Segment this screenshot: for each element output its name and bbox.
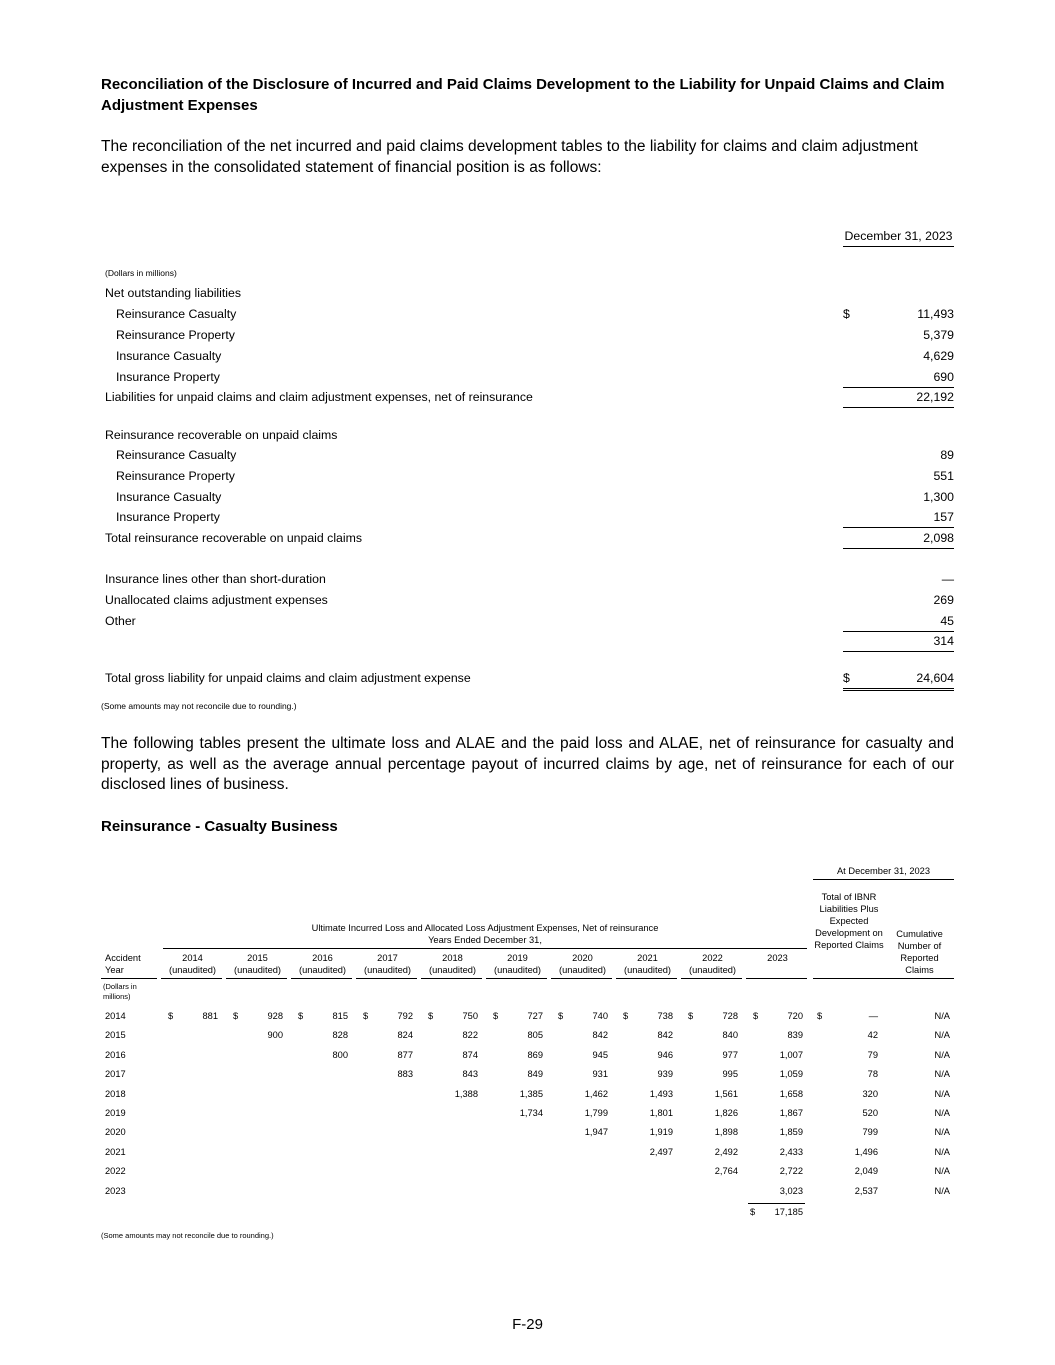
page-number: F-29 bbox=[512, 1316, 543, 1333]
recon-row-label: Insurance Casualty bbox=[116, 349, 222, 363]
incurred-value: 738 bbox=[657, 1011, 673, 1021]
incurred-value: 1,658 bbox=[779, 1088, 803, 1099]
incurred-value: 2,497 bbox=[649, 1146, 673, 1157]
claims-row bbox=[101, 1065, 954, 1085]
accident-year: 2020 bbox=[105, 1127, 126, 1138]
claims-count: N/A bbox=[934, 1011, 950, 1021]
incurred-value: 828 bbox=[332, 1030, 348, 1041]
recon-row bbox=[105, 631, 954, 651]
currency-symbol: $ bbox=[233, 1011, 239, 1021]
incurred-value: 1,799 bbox=[584, 1108, 608, 1118]
recon-row bbox=[105, 487, 954, 507]
year-header-sub: (unaudited) bbox=[428, 965, 477, 975]
total-value: 17,185 bbox=[774, 1207, 803, 1217]
incurred-value: 939 bbox=[657, 1069, 673, 1080]
recon-row bbox=[105, 590, 954, 610]
recon-row-value: 690 bbox=[843, 367, 954, 388]
year-header bbox=[683, 952, 742, 976]
claims-count: N/A bbox=[934, 1088, 950, 1099]
casualty-title: Reinsurance - Casualty Business bbox=[101, 818, 338, 835]
incurred-value: 1,898 bbox=[714, 1127, 738, 1138]
recon-row-value: 551 bbox=[933, 469, 954, 483]
year-header-rule bbox=[486, 978, 547, 979]
incurred-value: 822 bbox=[462, 1030, 478, 1041]
accident-year: 2022 bbox=[105, 1166, 126, 1177]
claims-count: N/A bbox=[934, 1127, 950, 1138]
recon-row bbox=[105, 445, 954, 465]
ibnr-value: — bbox=[868, 1011, 878, 1021]
year-header-year: 2022 bbox=[702, 953, 723, 963]
recon-rounding-note: (Some amounts may not reconcile due to rounding.) bbox=[101, 701, 297, 711]
incurred-value: 1,826 bbox=[714, 1108, 738, 1118]
year-header-rule bbox=[421, 978, 482, 979]
recon-row-label: Other bbox=[105, 614, 136, 628]
header-rule bbox=[813, 978, 885, 979]
incurred-value: 869 bbox=[527, 1049, 543, 1060]
year-header bbox=[553, 952, 612, 976]
accident-year-header: Accident Year bbox=[105, 953, 141, 975]
recon-row-currency: $ bbox=[843, 307, 850, 321]
currency-symbol: $ bbox=[493, 1011, 499, 1021]
incurred-value: 728 bbox=[722, 1011, 738, 1021]
recon-row-label: Reinsurance Property bbox=[116, 328, 235, 342]
year-header bbox=[748, 952, 807, 964]
claims-count: N/A bbox=[934, 1030, 950, 1041]
claims-count: N/A bbox=[934, 1069, 950, 1080]
recon-row-label: Net outstanding liabilities bbox=[105, 286, 242, 300]
incurred-value: 1,561 bbox=[714, 1088, 738, 1099]
recon-row-label: Total reinsurance recoverable on unpaid claims bbox=[105, 531, 363, 545]
section-title: Reconciliation of the Disclosure of Incurred and Paid Claims Development to the Liability for Unpaid Claims and Claim Adjustment Expenses bbox=[101, 76, 945, 114]
incurred-value: 1,867 bbox=[779, 1108, 803, 1118]
year-header bbox=[488, 952, 547, 976]
year-header-sub: (unaudited) bbox=[298, 965, 347, 975]
year-header-rule bbox=[161, 978, 222, 979]
total-currency: $ bbox=[750, 1207, 756, 1217]
recon-row-value: 89 bbox=[940, 448, 954, 462]
ibnr-value: 79 bbox=[867, 1049, 878, 1060]
year-header-sub: (unaudited) bbox=[688, 965, 737, 975]
accident-year: 2015 bbox=[105, 1030, 126, 1041]
recon-row-value: 5,379 bbox=[923, 328, 954, 342]
claims-row bbox=[101, 1046, 954, 1066]
accident-year: 2014 bbox=[105, 1011, 126, 1021]
recon-row-value: 157 bbox=[843, 507, 954, 528]
recon-row-value: 1,300 bbox=[923, 490, 954, 504]
incurred-value: 1,493 bbox=[649, 1088, 673, 1099]
incurred-value: 792 bbox=[397, 1011, 413, 1021]
accident-year: 2018 bbox=[105, 1088, 126, 1099]
incurred-value: 727 bbox=[527, 1011, 543, 1021]
incurred-value: 740 bbox=[592, 1011, 608, 1021]
recon-row bbox=[105, 304, 954, 324]
incurred-value: 1,801 bbox=[649, 1108, 673, 1118]
year-header bbox=[163, 952, 222, 976]
ibnr-value: 2,049 bbox=[854, 1166, 878, 1177]
recon-row bbox=[105, 283, 954, 303]
recon-row-label: Insurance Property bbox=[116, 510, 220, 524]
incurred-value: 842 bbox=[657, 1030, 673, 1041]
claims-row bbox=[101, 1026, 954, 1046]
year-header-year: 2015 bbox=[247, 953, 268, 963]
recon-row-label: Insurance Property bbox=[116, 370, 220, 384]
accident-year: 2016 bbox=[105, 1049, 126, 1060]
claims-count: N/A bbox=[934, 1108, 950, 1118]
currency-symbol: $ bbox=[168, 1011, 174, 1021]
group-header-rule bbox=[163, 948, 807, 949]
incurred-value: 945 bbox=[592, 1049, 608, 1060]
claims-row bbox=[101, 1143, 954, 1163]
year-header-sub: (unaudited) bbox=[558, 965, 607, 975]
at-date-rule bbox=[813, 879, 954, 880]
claims-count: N/A bbox=[934, 1146, 950, 1157]
year-header-rule bbox=[356, 978, 417, 979]
year-header-rule bbox=[681, 978, 742, 979]
currency-symbol: $ bbox=[363, 1011, 369, 1021]
year-header-year: 2017 bbox=[377, 953, 398, 963]
accident-year: 2021 bbox=[105, 1146, 126, 1157]
year-header-rule bbox=[616, 978, 677, 979]
incurred-value: 1,859 bbox=[779, 1127, 803, 1138]
currency-symbol: $ bbox=[817, 1011, 823, 1021]
year-header-sub: (unaudited) bbox=[623, 965, 672, 975]
recon-row bbox=[105, 611, 954, 631]
year-header-year: 2018 bbox=[442, 953, 463, 963]
at-date-header: At December 31, 2023 bbox=[836, 866, 931, 876]
recon-row bbox=[105, 668, 954, 688]
year-header-year: 2019 bbox=[507, 953, 528, 963]
incurred-value: 1,385 bbox=[519, 1088, 543, 1099]
claims-count: N/A bbox=[934, 1166, 950, 1177]
recon-row bbox=[105, 425, 954, 445]
ibnr-header: Total of IBNR Liabilities Plus Expected Development on Reported Claims bbox=[814, 892, 884, 950]
year-header-sub: (unaudited) bbox=[233, 965, 282, 975]
incurred-value: 881 bbox=[202, 1011, 218, 1021]
incurred-value: 720 bbox=[787, 1011, 803, 1021]
year-header-rule bbox=[226, 978, 287, 979]
recon-row-label: Reinsurance recoverable on unpaid claims bbox=[105, 428, 338, 442]
currency-symbol: $ bbox=[428, 1011, 434, 1021]
claims-units-label: (Dollars in millions) bbox=[103, 982, 137, 1001]
group-header-line1: Ultimate Incurred Loss and Allocated Loss Adjustment Expenses, Net of reinsurance bbox=[311, 923, 659, 933]
year-header-rule bbox=[291, 978, 352, 979]
incurred-value: 877 bbox=[397, 1049, 413, 1060]
incurred-value: 1,462 bbox=[584, 1088, 608, 1099]
currency-symbol: $ bbox=[623, 1011, 629, 1021]
claims-total-row bbox=[101, 1203, 954, 1223]
accident-year: 2023 bbox=[105, 1185, 126, 1196]
ibnr-value: 1,496 bbox=[854, 1146, 878, 1157]
recon-row bbox=[105, 507, 954, 527]
claims-row bbox=[101, 1104, 954, 1124]
incurred-value: 2,764 bbox=[714, 1166, 738, 1177]
year-header bbox=[293, 952, 352, 976]
incurred-value: 840 bbox=[722, 1030, 738, 1041]
recon-units-label: (Dollars in millions) bbox=[105, 268, 177, 278]
recon-row-value: 269 bbox=[933, 593, 954, 607]
year-header-sub: (unaudited) bbox=[168, 965, 217, 975]
recon-row bbox=[105, 346, 954, 366]
year-header-rule bbox=[746, 978, 807, 979]
currency-symbol: $ bbox=[753, 1011, 759, 1021]
recon-row-label: Reinsurance Casualty bbox=[116, 307, 237, 321]
recon-column-header: December 31, 2023 bbox=[843, 228, 954, 247]
claims-row bbox=[101, 1007, 954, 1027]
group-header-line2: Years Ended December 31, bbox=[428, 935, 542, 945]
recon-row bbox=[105, 367, 954, 387]
accident-year: 2017 bbox=[105, 1069, 126, 1080]
recon-row-label: Unallocated claims adjustment expenses bbox=[105, 593, 328, 607]
incurred-value: 1,919 bbox=[649, 1127, 673, 1138]
incurred-value: 842 bbox=[592, 1030, 608, 1041]
recon-row-value: — bbox=[941, 572, 954, 586]
recon-row bbox=[105, 569, 954, 589]
recon-row bbox=[105, 325, 954, 345]
intro-paragraph: The reconciliation of the net incurred and paid claims development tables to the liability for claims and claim adjustment expenses in the consolidated statement of financial position is as follows: bbox=[101, 138, 918, 176]
ibnr-value: 320 bbox=[862, 1088, 878, 1099]
incurred-value: 931 bbox=[592, 1069, 608, 1080]
claims-rounding-note: (Some amounts may not reconcile due to rounding.) bbox=[101, 1231, 274, 1240]
recon-row-label: Insurance lines other than short-duration bbox=[105, 572, 326, 586]
incurred-value: 843 bbox=[462, 1069, 478, 1080]
incurred-value: 883 bbox=[397, 1069, 413, 1080]
recon-row-value: 4,629 bbox=[923, 349, 954, 363]
incurred-value: 2,433 bbox=[779, 1146, 803, 1157]
year-header-year: 2014 bbox=[182, 953, 203, 963]
recon-row-value: 2,098 bbox=[843, 528, 954, 549]
ibnr-value: 2,537 bbox=[854, 1185, 878, 1196]
header-rule bbox=[101, 978, 157, 979]
recon-row-currency: $ bbox=[843, 671, 850, 685]
claims-row bbox=[101, 1182, 954, 1202]
recon-row-value: 11,493 bbox=[917, 307, 954, 321]
middle-paragraph: The following tables present the ultimate loss and ALAE and the paid loss and ALAE, net of reinsurance for casualty and property, as well as the average annual percentage payout of incurred claims by age, net of reinsurance for each of our disclosed lines of business. bbox=[101, 735, 954, 793]
recon-row bbox=[105, 466, 954, 486]
year-header-year: 2023 bbox=[767, 953, 788, 963]
currency-symbol: $ bbox=[688, 1011, 694, 1021]
recon-row-label: Insurance Casualty bbox=[116, 490, 222, 504]
year-header-year: 2016 bbox=[312, 953, 333, 963]
incurred-value: 805 bbox=[527, 1030, 543, 1041]
incurred-value: 849 bbox=[527, 1069, 543, 1080]
incurred-value: 3,023 bbox=[779, 1185, 803, 1196]
accident-year: 2019 bbox=[105, 1108, 126, 1118]
incurred-value: 1,947 bbox=[584, 1127, 608, 1138]
recon-row-label: Reinsurance Property bbox=[116, 469, 235, 483]
year-header-sub: (unaudited) bbox=[363, 965, 412, 975]
total-top-rule bbox=[748, 1203, 805, 1204]
incurred-value: 977 bbox=[722, 1049, 738, 1060]
incurred-value: 1,059 bbox=[779, 1069, 803, 1080]
year-header bbox=[228, 952, 287, 976]
incurred-value: 928 bbox=[267, 1011, 283, 1021]
claims-row bbox=[101, 1162, 954, 1182]
claims-count: N/A bbox=[934, 1049, 950, 1060]
ibnr-value: 78 bbox=[867, 1069, 878, 1080]
currency-symbol: $ bbox=[298, 1011, 304, 1021]
year-header-rule bbox=[551, 978, 612, 979]
recon-row-value: 24,604 bbox=[843, 668, 954, 691]
currency-symbol: $ bbox=[558, 1011, 564, 1021]
recon-row-label: Liabilities for unpaid claims and claim adjustment expenses, net of reinsurance bbox=[105, 390, 533, 404]
recon-row bbox=[105, 387, 954, 407]
recon-row-label: Reinsurance Casualty bbox=[116, 448, 237, 462]
incurred-value: 1,388 bbox=[454, 1088, 478, 1099]
ibnr-value: 42 bbox=[867, 1030, 878, 1041]
incurred-value: 2,722 bbox=[779, 1166, 803, 1177]
incurred-value: 995 bbox=[722, 1069, 738, 1080]
incurred-value: 1,007 bbox=[779, 1049, 803, 1060]
incurred-value: 2,492 bbox=[714, 1146, 738, 1157]
incurred-value: 946 bbox=[657, 1049, 673, 1060]
cumulative-header: Cumulative Number of Reported Claims bbox=[896, 929, 943, 975]
recon-row-value: 22,192 bbox=[843, 387, 954, 408]
year-header-sub: (unaudited) bbox=[493, 965, 542, 975]
incurred-value: 1,734 bbox=[519, 1108, 543, 1118]
header-rule bbox=[885, 978, 954, 979]
year-header bbox=[618, 952, 677, 976]
year-header bbox=[358, 952, 417, 976]
recon-row bbox=[105, 528, 954, 548]
incurred-value: 750 bbox=[462, 1011, 478, 1021]
year-header-year: 2020 bbox=[572, 953, 593, 963]
claims-row bbox=[101, 1123, 954, 1143]
incurred-value: 800 bbox=[332, 1049, 348, 1060]
recon-row-value: 314 bbox=[843, 631, 954, 652]
recon-row-value: 45 bbox=[843, 611, 954, 632]
ibnr-value: 799 bbox=[862, 1127, 878, 1138]
incurred-value: 900 bbox=[267, 1030, 283, 1041]
claims-row bbox=[101, 1085, 954, 1105]
incurred-value: 815 bbox=[332, 1011, 348, 1021]
claims-count: N/A bbox=[934, 1185, 950, 1196]
ibnr-value: 520 bbox=[862, 1108, 878, 1118]
year-header-year: 2021 bbox=[637, 953, 658, 963]
recon-row-label: Total gross liability for unpaid claims and claim adjustment expense bbox=[105, 671, 471, 685]
year-header bbox=[423, 952, 482, 976]
incurred-value: 874 bbox=[462, 1049, 478, 1060]
incurred-value: 839 bbox=[787, 1030, 803, 1041]
incurred-value: 824 bbox=[397, 1030, 413, 1041]
